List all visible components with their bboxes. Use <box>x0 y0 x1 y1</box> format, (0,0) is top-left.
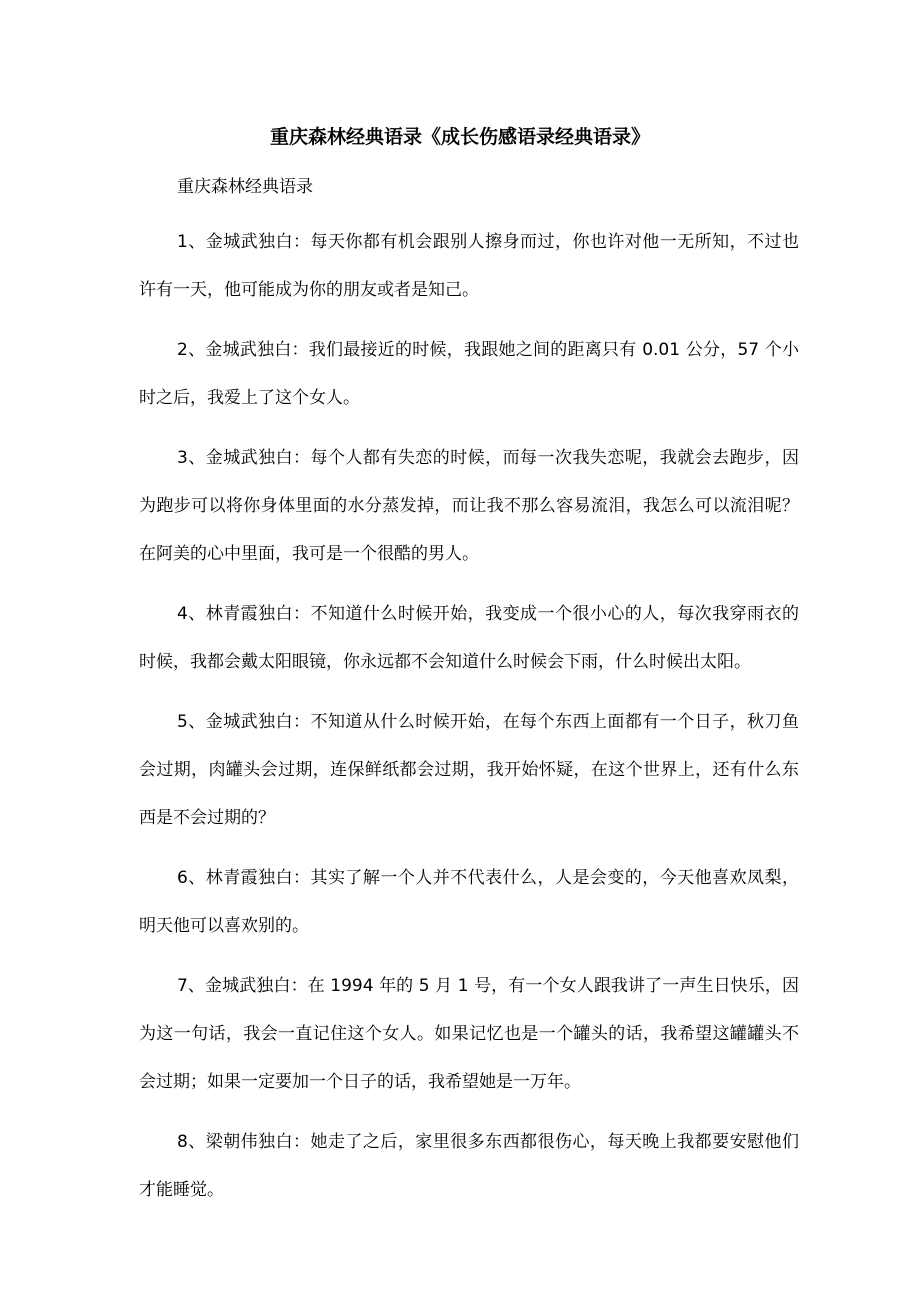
quote-paragraph-3: 3、金城武独白：每个人都有失恋的时候，而每一次我失恋呢，我就会去跑步，因为跑步可以将你身体里面的水分蒸发掉，而让我不那么容易流泪，我怎么可以流泪呢？在阿美的心中里面，我可是一个很酷的男人。 <box>139 448 799 564</box>
document-title: 重庆森林经典语录《成长伤感语录经典语录》 <box>269 126 650 148</box>
quote-paragraph-8: 8、梁朝伟独白：她走了之后，家里很多东西都很伤心，每天晚上我都要安慰他们才能睡觉。 <box>139 1132 799 1200</box>
quote-paragraph-4: 4、林青霞独白：不知道什么时候开始，我变成一个很小心的人，每次我穿雨衣的时候，我都会戴太阳眼镜，你永远都不会知道什么时候会下雨，什么时候出太阳。 <box>139 604 799 672</box>
quote-paragraph-7: 7、金城武独白：在 1994 年的 5 月 1 号，有一个女人跟我讲了一声生日快乐，因为这一句话，我会一直记住这个女人。如果记忆也是一个罐头的话，我希望这罐罐头不会过期；如果一定要加一个日子的话，我希望她是一万年。 <box>139 976 799 1092</box>
document-body <box>139 170 799 1226</box>
quote-paragraph-1: 1、金城武独白：每天你都有机会跟别人擦身而过，你也许对他一无所知，不过也许有一天，他可能成为你的朋友或者是知己。 <box>139 232 799 300</box>
quote-paragraph-6: 6、林青霞独白：其实了解一个人并不代表什么，人是会变的，今天他喜欢凤梨，明天他可以喜欢别的。 <box>139 868 799 936</box>
quote-paragraph-5: 5、金城武独白：不知道从什么时候开始，在每个东西上面都有一个日子，秋刀鱼会过期，肉罐头会过期，连保鲜纸都会过期，我开始怀疑，在这个世界上，还有什么东西是不会过期的？ <box>139 712 799 828</box>
document-subtitle: 重庆森林经典语录 <box>177 177 313 197</box>
quote-paragraph-2: 2、金城武独白：我们最接近的时候，我跟她之间的距离只有 0.01 公分，57 个小时之后，我爱上了这个女人。 <box>139 340 799 408</box>
